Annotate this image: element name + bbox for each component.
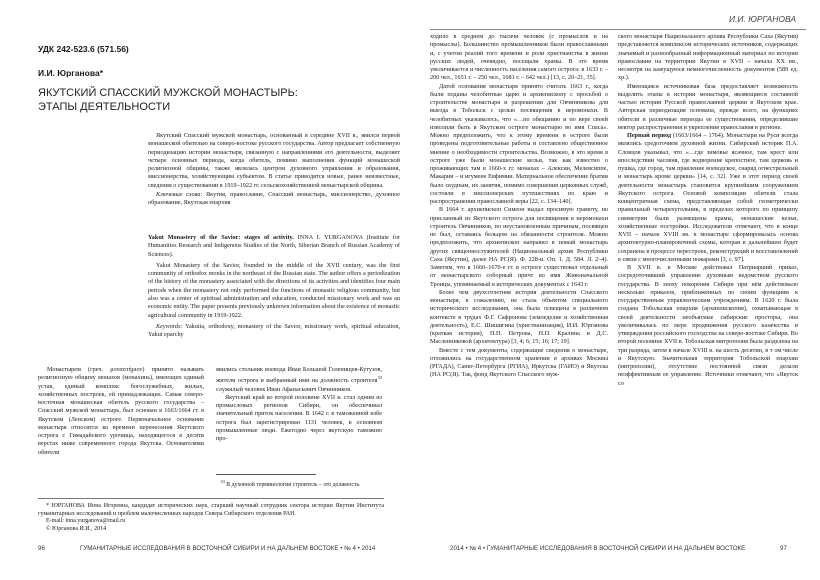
abstract-en-affiliation: INNA I. YURGANOVA (Institute for Humanities Research and Indigenous Studies of the North, Siberian Branch of Russian Academy of Sciences). — [148, 234, 401, 258]
footnote-number: 33 — [220, 479, 225, 484]
udk-code: УДК 242-523.6 (571.56) — [38, 44, 129, 54]
article-title — [38, 86, 298, 114]
page-number: 96 — [38, 545, 45, 552]
title-line: ЯКУТСКИЙ СПАССКИЙ МУЖСКОЙ МОНАСТЫРЬ: — [38, 87, 298, 99]
author-bio: * ЮРГАНОВА Инна Игоревна, кандидат исторических наук, старший научный сотрудник сектора истории Якутии Института гуманитарных исследований и проблем малочисленных народов Севера Сибирского отделения РАН. — [38, 503, 384, 517]
body-column-3 — [430, 33, 608, 380]
keywords-en-label: Keywords: — [156, 322, 183, 330]
paragraph: ского монастыря Национального архива Республики Саха (Якутия) представляется комплексом исторических источников, содержащих значимый и разнообразный информационный материал по истории православия на территории Якутии в XVII – начала XX вв., несмотря на кажущуюся немногочисленность документов (589 ед. хр.). — [618, 33, 798, 82]
author-note — [38, 503, 384, 533]
journal-footer: ГУМАНИТАРНЫЕ ИССЛЕДОВАНИЯ В ВОСТОЧНОЙ СИБИРИ И НА ДАЛЬНЕМ ВОСТОКЕ • № 4 • 2014 — [80, 545, 376, 552]
paragraph-text: (1663/1664 – 1764). Монастыри на Руси всегда являлись средоточием духовной жизни. Сибирский историк П.А. Словцов указывал, что «…где зимовье ясачное, там крест или впоследствии часовня, где водворение крепостное, там церковь и пушка, где город, там правление воеводское, снаряд огнестрельный и монастырь кроме церкви» [14, с. 32]. Уже в этот период своей деятельности монастырь становится крупнейшим сооружением Якутского острога. Основой композиции обители стала концентричная схема, представляющая собой геометрически правильный четырехугольник, в пределах которого по принципу симметрии были размещены храмы, монашеские кельи, хозяйственные постройки. Исследователи отмечают, что в конце XVII – начале XVIII вв. в монастыре сформировалась основа архитектурно-планировочной схемы, которая в дальнейшем будет сохранена в процессе перестроек, реконструкций и восстановлений в связи с многочисленными пожарами [3, с. 97]. — [618, 132, 798, 263]
body-column-2 — [216, 366, 382, 443]
abstract-en — [148, 234, 400, 343]
article-author: И.И. Юрганова* — [38, 68, 104, 78]
keywords-ru — [148, 191, 400, 208]
abstract-en-text: Yakut Monastery of the Savior, founded in the middle of the XVII century, was the first community of orthodox monks in the northeast of the Russian state. The author offers a periodization of the history of the monastery associated with the directions of its activities and identifies four main periods when the monastery not only performed the functions of monastic religious community, but also was a center of spiritual administration and education, conducted missionary work and was an economic entity. The paper presents previously unknown information about the existence of monastic agricultural community in 1919-1922. — [148, 261, 400, 319]
paragraph: В XVII в. в Москве действовал Патриарший приказ, сосредоточивший управление духовным ведомством русского государства. В эпоху покорения Сибири при нём действовало несколько приказов, приближенных по своим функциям к государственным управленческим учреждениям. В 1620 г. была создана Тобольская епархия (архиепископия), охватывающая в своей деятельности необъятные сибирские просторы, она увеличивалась по мере продвижения русского казачества и утверждения российского господства на северо-востоке Сибири. Во второй половине XVII в. Тобольская митрополия была разделена на три разряда, затем в начале XVIII в. на шесть десятин, в т ом числе и Якутскую. Значительная территория Тобольской епархии (митрополии), отсутствие постоянной связи делали неэффективным ее управление. Источники отмечают, что «Якутск со — [618, 264, 798, 387]
header-divider — [430, 29, 806, 30]
page-number: 97 — [780, 545, 787, 552]
copyright: © Юрганова И.И., 2014 — [46, 525, 107, 532]
keywords-en-text: Yakutia, orthodoxy, monastery of the Savior, missionary work, spiritual education, Yakut eparchy — [148, 322, 400, 339]
footnote-text: В духовной терминологии строитель – это должность. — [224, 481, 361, 488]
keywords-ru-text: Якутия, православие, Спасский монастырь, миссионерство, духовное образование, Якутская епархия — [148, 191, 400, 207]
running-head: И.И. ЮРГАНОВА — [728, 14, 796, 24]
paragraph: Якутский край ко второй половине XVII в. стал одним из промысловых регионов Сибири, он обеспечивал значительный приток населения. В 1642 г. в таможенной избе острога был зарегистрирован 1131 человек, в основном промышленные люди. Ежегодно через якутскую таможню про- — [216, 393, 382, 443]
paragraph: ходило в среднем до тысячи человек (с промыслов и на промыслы). Большинство промышленников были православными и, с учетом реалий того времени и роли христианства в жизни русских людей, очевидно, посещали храмы. В это время увеличивается и численность населения самого острога: в 1633 г. – 200 чел., 1651 г. – 250 чел., 1681 г. – 642 чел.) [13, с. 20–21, 35]. — [430, 33, 608, 82]
paragraph — [618, 132, 798, 264]
section-heading: Первый период — [627, 132, 672, 139]
title-line: ЭТАПЫ ДЕЯТЕЛЬНОСТИ — [38, 101, 171, 113]
abstract-ru-text: Якутский Спасский мужской монастырь, основанный в середине XVII в., явился первой монашеской обителью на северо-востоке русского государства. Автор предлагает собственную периодизацию истории монастыря, связанную с направлениями его деятельности, выделяет четыре основных периода, когда обитель, помимо выполнения функций монашеской религиозной общины, также являлась центром духовного управления и образования, миссионерства, хозяйствующим субъектом. В статье приводятся новые, ранее неизвестные, сведения о существовании в 1919–1922 гг. сельскохозяйственной монастырской общины. — [148, 132, 400, 189]
abstract-en-title: Yakut Monastery of the Savior: stages of activity. — [148, 234, 294, 241]
right-page — [410, 0, 820, 580]
journal-footer: 2014 • № 4 • ГУМАНИТАРНЫЕ ИССЛЕДОВАНИЯ В ВОСТОЧНОЙ СИБИРИ И НА ДАЛЬНЕМ ВОСТОКЕ — [450, 545, 746, 552]
keywords-ru-label: Ключевые слова: — [156, 191, 203, 199]
paragraph: В 1664 г. архиепископ Симеон выдал просимую грамоту, но присланный из Якутского острога для посвящения в иеромонахи строитель Овчинников, по неустановленным причинам, посвящен не был, оставаясь бельцом на обязанности строителя. Можно предположить, что архиепископ направил в новый монастырь других священнослужителей (Национальный архив Республики Саха (Якутия), далее НА РС(Я). Ф. 228-и. Оп. 1. Д. 584. Л. 2–4). Заметим, что в 1660–1670-е гг. в остроге существовал отдельный от монастырского соборный причт во имя Живоначальной Троицы, упоминаемый в исторических документах с 1643 г. — [430, 206, 608, 288]
keywords-en — [148, 323, 400, 340]
abstract-en-heading — [148, 234, 400, 259]
paragraph: Монастырем (греч. μοναστήριον) принято называть религиозную общину монахов (монахинь), имеющих единый устав, единый комплекс богослужебных, жилых, хозяйственных построек, ей принадлежащих. Самая северо-восточная монашеская обитель русского государства – Спасский мужской монастырь, был основан в 1663/1664 гг. в Якутском (Ленском) остроге. Первоначальное основание монастыря относится ко времени перенесения Якутского острога с Гимадайского урочища, находящегося в десяти верстах ниже современного города Якутска. Основателями обители — [38, 366, 204, 456]
footnote — [216, 478, 382, 489]
author-email[interactable]: E-mail: inna.yurganova@mail.ru — [46, 518, 126, 525]
paragraph: Имеющаяся источниковая база предоставляет возможность выделить этапы в истории монастыря, являющиеся составной частью истории Русской православной церкви в Якутском крае. Авторская периодизация основана, прежде всего, на функциях обители в различные периоды ее существования, определившие вектор распространения и укрепления православия в регионе. — [618, 82, 798, 131]
author-note-divider — [38, 498, 384, 499]
paragraph-text: явились стольник воевода Иван Большой Голенищев-Кутузов, жители острога и выбранный ими на должность строителя — [216, 366, 382, 385]
paragraph: Вместе с тем документы, содержащие сведения о монастыре, отложились на государственном хранении в архивах Москвы (РГАДА), Санкт-Петербурга (РГИА), Иркутска (ГАИО) и Якутска (НА РС(Я). Так, фонд Якутского Спасского муж- — [430, 346, 608, 379]
paragraph — [216, 366, 382, 394]
body-column-1 — [38, 366, 204, 457]
paragraph: Более чем двухсотлетняя история деятельности Спасского монастыря, к сожалению, не стала объектом специального исторического исследования, она была освещена в различном контексте в трудах Ф.Г. Сафронова (земледелие и хозяйственная деятельность), Е.С. Шишигина (христианизация), И.И. Юрганова (краткая история), П.П. Петрова, Н.П. Кралина и Д.С. Масленниковой (архитектура) [3, 4; 6; 15; 16; 17; 19]. — [430, 288, 608, 346]
paragraph-text: служилый человек Иван Афанасьевич Овчинников. — [216, 385, 352, 393]
footnote-ref[interactable]: 33 — [377, 375, 382, 381]
abstract-ru — [148, 132, 400, 208]
footnote-divider — [216, 474, 316, 475]
body-column-4 — [618, 33, 798, 388]
paragraph: Датой основания монастыря принято считать 1663 г., когда были поданы челобитные царю и архиепископу с просьбой о строительстве монастыря и разрешении для Овчинникова для выезда в Тобольск с целью посвящения в иеромонахи. В челобитных указывалось, что «…по обещанию и по вере своей изволили быть в Якутском остроге монастырю во имя Спаса». Можно предположить, что к этому времени в остроге были проведены подготовительные работы и составлено общественное мнение о необходимости строительства. Возможно, в это время в остроге уже были монашеские кельи, так как известно о проживающих там в 1660-х гг. монахах – Алексии, Мелевсиппе, Макарии – и игумене Евфимии. Материальное обеспечение братии было скудным, их занятия, помимо совершения церковных служб, состояли в миссионерских путешествиях по краю и распространении православной веры [22, с. 134–140]. — [430, 82, 608, 205]
